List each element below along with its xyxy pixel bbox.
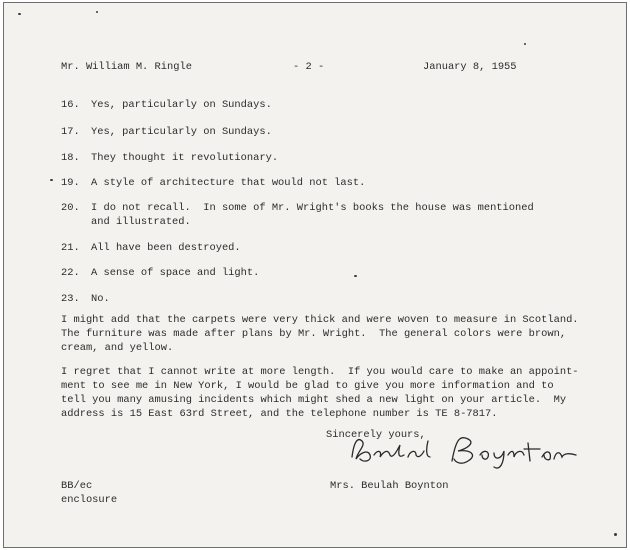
answer-number: 19. — [61, 177, 80, 189]
answer-number: 23. — [61, 293, 80, 305]
paragraph-line: The furniture was made after plans by Mr. Wright. The general colors were brown, — [61, 328, 567, 340]
scan-speck — [96, 11, 98, 13]
recipient-name: Mr. William M. Ringle — [61, 61, 192, 73]
paragraph-line: I might add that the carpets were very thick and were woven to measure in Scotland. — [61, 314, 579, 326]
answer-line: Yes, particularly on Sundays. — [91, 126, 272, 138]
answer-number: 16. — [61, 99, 80, 111]
answer-number: 22. — [61, 267, 80, 279]
answer-line: No. — [91, 293, 110, 305]
answer-line: They thought it revolutionary. — [91, 152, 279, 164]
handwritten-signature — [344, 431, 594, 469]
scan-speck — [524, 43, 526, 45]
answer-line: and illustrated. — [91, 216, 191, 228]
scan-speck — [614, 533, 617, 536]
scan-speck — [18, 13, 21, 15]
answer-line: I do not recall. In some of Mr. Wright's books the house was mentioned — [91, 202, 534, 214]
scan-speck — [50, 179, 53, 181]
paragraph-line: address is 15 East 63rd Street, and the telephone number is TE 8-7817. — [61, 408, 498, 420]
paragraph-line: I regret that I cannot write at more length. If you would care to make an appoint- — [61, 366, 579, 378]
letter-date: January 8, 1955 — [423, 61, 517, 73]
enclosure-note: enclosure — [61, 494, 118, 506]
answer-line: A style of architecture that would not last. — [91, 177, 366, 189]
typist-initials: BB/ec — [61, 480, 93, 492]
answer-number: 21. — [61, 242, 80, 254]
answer-number: 20. — [61, 202, 80, 214]
page-number: - 2 - — [293, 61, 325, 73]
answer-line: A sense of space and light. — [91, 267, 260, 279]
letter-page — [3, 2, 627, 548]
scan-speck — [354, 275, 357, 277]
paragraph-line: cream, and yellow. — [61, 342, 174, 354]
answer-number: 18. — [61, 152, 80, 164]
answer-line: All have been destroyed. — [91, 242, 241, 254]
answer-number: 17. — [61, 126, 80, 138]
signer-name: Mrs. Beulah Boynton — [330, 480, 449, 492]
answer-line: Yes, particularly on Sundays. — [91, 99, 272, 111]
paragraph-line: tell you many amusing incidents which might shed a new light on your article. My — [61, 394, 567, 406]
paragraph-line: ment to see me in New York, I would be glad to give you more information and to — [61, 380, 554, 392]
closing-line: Sincerely yours, — [326, 429, 426, 441]
